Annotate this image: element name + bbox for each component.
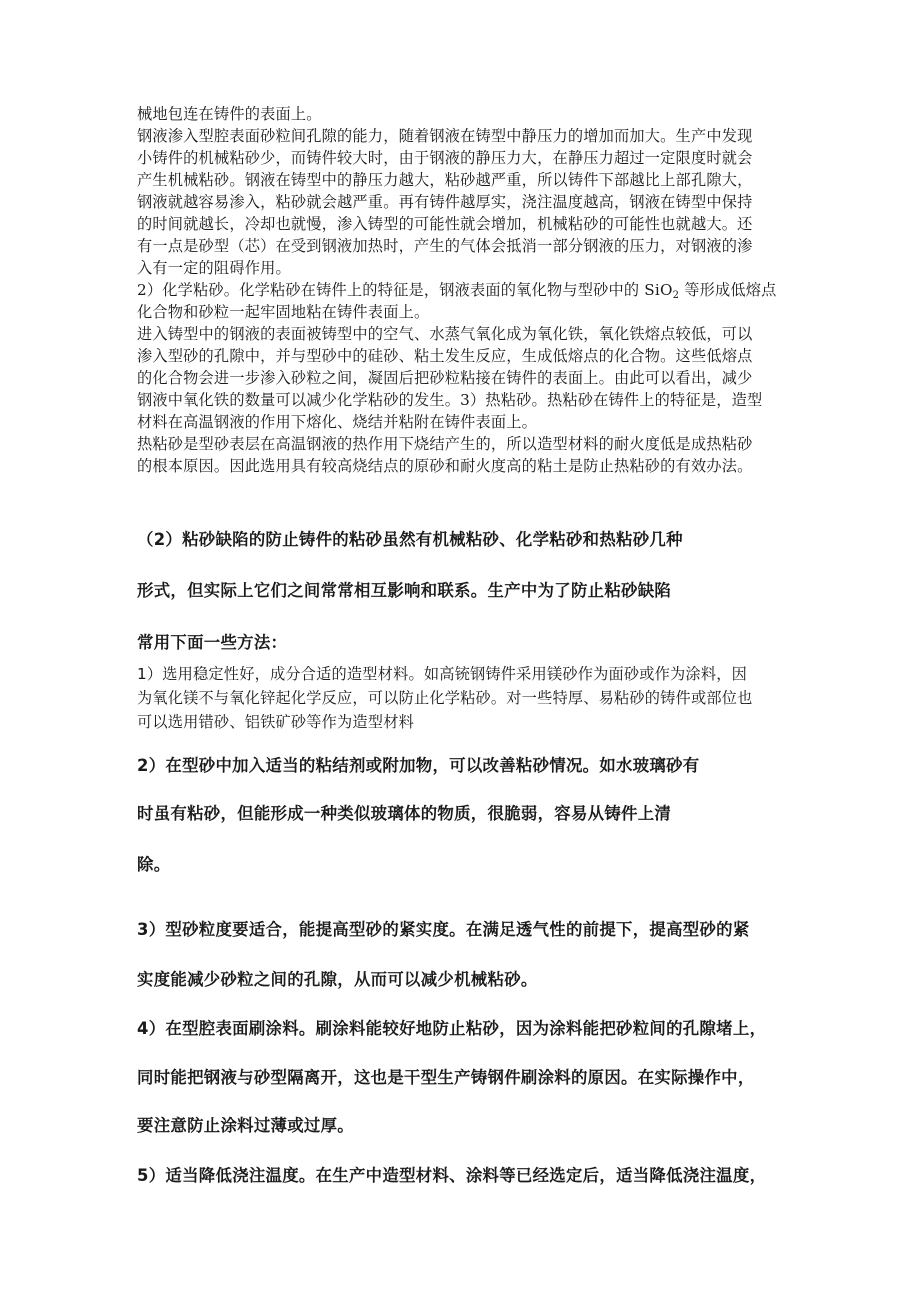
method-4-line-3: 要注意防止涂料过薄或过厚。 [137,1116,354,1135]
text-line: 的根本原因。因此选用具有较高烧结点的原砂和耐火度高的粘土是防止热粘砂的有效办法。 [137,457,753,475]
text-line: 可以选用错砂、铝铁矿砂等作为造型材料 [137,713,414,731]
method-2-line-1: 2）在型砂中加入适当的粘结剂或附加物，可以改善粘砂情况。如水玻璃砂有 [137,756,700,775]
method-4-line-1: 4）在型腔表面刷涂料。刷涂料能较好地防止粘砂，因为涂料能把砂粒间的孔隙堵上， [137,1019,767,1038]
method-2-line-3: 除。 [137,855,171,874]
text-line: 入有一定的阻碍作用。 [137,259,291,277]
intro-paragraph [137,103,837,279]
text-line: 钢液渗入型腔表面砂粒间孔隙的能力，随着钢液在铸型中静压力的增加而加大。生产中发现 [137,127,753,145]
text-line: 械地包连在铸件的表面上。 [137,105,322,123]
text-line: 钢液就越容易渗入，粘砂就会越严重。再有铸件越厚实，浇注温度越高，钢液在铸型中保持 [137,193,753,211]
text-line: 1）选用稳定性好，成分合适的造型材料。如高铳钢铸件采用镁砂作为面砂或作为涂料，因 [137,665,747,683]
section-2-line-2: 形式，但实际上它们之间常常相互影响和联系。生产中为了防止粘砂缺陷 [137,581,672,600]
chem-text-before: 2）化学粘砂。化学粘砂在铸件上的特征是，钢液表面的氧化物与型砂中的 SiO [137,281,673,299]
text-line: 的化合物会进一步渗入砂粒之间，凝固后把砂粒粘接在铸件的表面上。由此可以看出，减少 [137,369,753,387]
section-2-line-3: 常用下面一些方法： [137,633,288,652]
method-5-line-1: 5）适当降低浇注温度。在生产中造型材料、涂料等已经选定后，适当降低浇注温度， [137,1166,767,1185]
section-2-line-1: （2）粘砂缺陷的防止铸件的粘砂虽然有机械粘砂、化学粘砂和热粘砂几种 [137,530,683,549]
text-line: 钢液中氧化铁的数量可以减少化学粘砂的发生。3）热粘砂。热粘砂在铸件上的特征是，造型 [137,391,763,409]
method-4-line-2: 同时能把钢液与砂型隔离开，这也是干型生产铸钢件刷涂料的原因。在实际操作中， [137,1068,755,1087]
text-line: 渗入型砂的孔隙中，并与型砂中的硅砂、粘土发生反应，生成低熔点的化合物。这些低熔点 [137,347,753,365]
text-line: 进入铸型中的钢液的表面被铸型中的空气、水蒸气氧化成为氧化铁，氧化铁熔点较低，可以 [137,325,753,343]
text-line: 材料在高温钢液的作用下熔化、烧结并粘附在铸件表面上。 [137,413,538,431]
method-1-paragraph [137,662,837,734]
text-line: 有一点是砂型（芯）在受到钢液加热时，产生的气体会抵消一部分钢液的压力，对钢液的渗 [137,237,753,255]
text-line: 热粘砂是型砂表层在高温钢液的热作用下烧结产生的，所以造型材料的耐火度低是成热粘砂 [137,435,753,453]
subscript-2: 2 [672,290,680,301]
text-line: 化合物和砂粒一起牢固地粘在铸件表面上。 [137,303,430,321]
chemical-sand-paragraph [137,279,837,477]
method-3-line-2: 实度能减少砂粒之间的孔隙，从而可以减少机械粘砂。 [137,970,538,989]
text-line: 产生机械粘砂。钢液在铸型中的静压力越大，粘砂越严重，所以铸件下部越比上部孔隙大， [137,171,753,189]
method-3-line-1: 3）型砂粒度要适合，能提高型砂的紧实度。在满足透气性的前提下，提高型砂的紧 [137,920,750,939]
text-line: 小铸件的机械粘砂少，而铸件较大时，由于钢液的静压力大，在静压力超过一定限度时就会 [137,149,753,167]
method-2-line-2: 时虽有粘砂，但能形成一种类似玻璃体的物质，很脆弱，容易从铸件上清 [137,804,672,823]
text-line: 为氧化镁不与氧化锌起化学反应，可以防止化学粘砂。对一些特厚、易粘砂的铸件或部位也 [137,689,753,707]
chem-text-after: 等形成低熔点 [679,281,777,299]
text-line: 的时间就越长，冷却也就慢，渗入铸型的可能性就会增加，机械粘砂的可能性也就越大。还 [137,215,753,233]
text-line [137,279,837,301]
